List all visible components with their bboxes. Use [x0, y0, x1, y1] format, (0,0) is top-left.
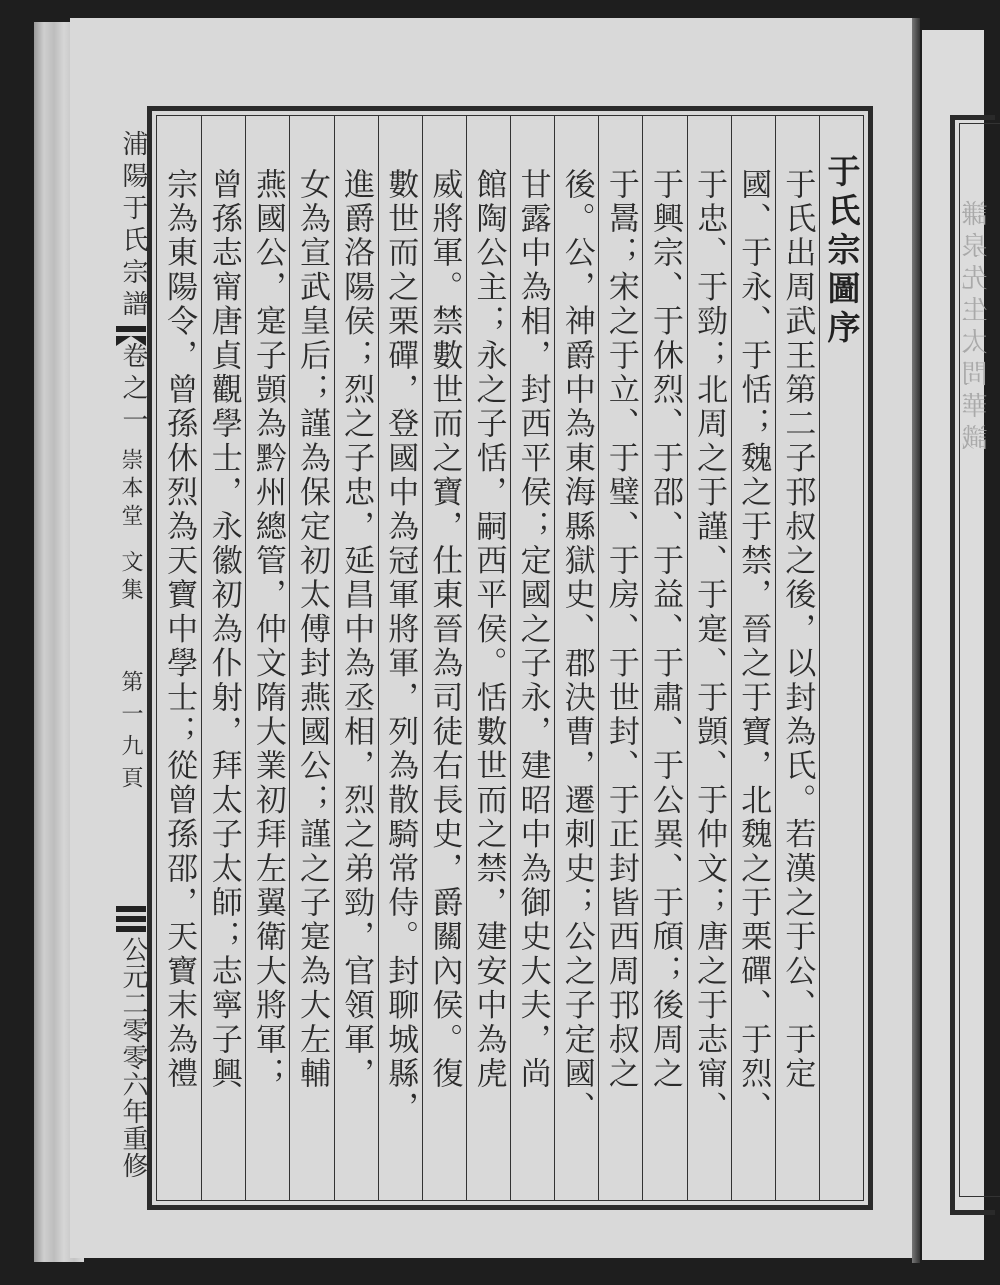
- column-text: 于興宗、于休烈、于邵、于益、于肅、于公異、于頎；後周之: [646, 168, 683, 1092]
- book-spine: [912, 18, 920, 1263]
- column-text: 燕國公，寔子顗為黔州總管，仲文隋大業初拜左翼衛大將軍；: [249, 168, 286, 1092]
- column-text: 宗為東陽令，曾孫休烈為天寶中學士；從曾孫邵，天寶末為禮: [161, 168, 198, 1092]
- text-column: [598, 116, 642, 1200]
- text-column: [378, 116, 422, 1200]
- column-text: 國、于永、于恬；魏之于禁，晉之于寶，北魏之于栗磾、于烈、: [735, 168, 772, 1126]
- article-heading: 于氏宗圖序: [822, 154, 862, 349]
- column-text: 于忠、于勁；北周之于謹、于寔、于顗、于仲文；唐之于志甯、: [691, 168, 728, 1126]
- book-title: 浦陽于氏宗譜: [118, 130, 148, 322]
- margin-bar: [116, 326, 146, 332]
- text-column: [554, 116, 598, 1200]
- column-text: 進爵洛陽侯；烈之子忠，延昌中為丞相，烈之弟勁，官領軍，: [338, 168, 375, 1092]
- column-text: 曾孫志甯唐貞觀學士，永徽初為仆射，拜太子太師；志寧子興: [205, 168, 242, 1092]
- column-text: 數世而之栗磾，登國中為冠軍將軍，列為散騎常侍。封聊城縣，: [382, 168, 419, 1126]
- text-column: [775, 116, 819, 1200]
- volume-label: 卷之一: [118, 342, 148, 438]
- text-column: [642, 116, 686, 1200]
- text-column: [422, 116, 466, 1200]
- heading-column: [819, 116, 863, 1200]
- column-grid: [156, 115, 864, 1201]
- column-text: 館陶公主；永之子恬，嗣西平侯。恬數世而之禁，建安中為虎: [470, 168, 507, 1092]
- text-column: [201, 116, 245, 1200]
- margin-bar: [116, 916, 146, 922]
- column-text: 女為宣武皇后；謹為保定初太傅封燕國公；謹之子寔為大左輔: [293, 168, 330, 1092]
- text-column: [334, 116, 378, 1200]
- text-column: [245, 116, 289, 1200]
- page-number: 第一九頁: [118, 670, 143, 798]
- page-margin-header: [112, 130, 152, 1190]
- column-text: 甘露中為相，封西平侯；定國之子永，建昭中為御史大夫，尚: [514, 168, 551, 1092]
- hall-name: 崇本堂: [118, 448, 143, 532]
- text-column: [466, 116, 510, 1200]
- text-column: [687, 116, 731, 1200]
- text-column: [731, 116, 775, 1200]
- margin-bar: [116, 926, 146, 932]
- text-frame: [147, 106, 873, 1210]
- facing-page-bleed-text: 謙泉先生太問華識: [962, 200, 992, 456]
- text-column: [510, 116, 554, 1200]
- column-text: 于暠；宋之于立、于璧、于房、于世封、于正封皆西周邘叔之: [602, 168, 639, 1092]
- column-text: 威將軍。禁數世而之寶，仕東晉為司徒右長史，爵關內侯。復: [426, 168, 463, 1092]
- section-label: 文集: [118, 550, 143, 606]
- column-text: 于氏出周武王第二子邘叔之後，以封為氏。若漢之于公、于定: [779, 168, 816, 1092]
- edition-note: 公元二零零六年重修: [118, 936, 148, 1179]
- margin-bar: [116, 906, 146, 912]
- text-column: [157, 116, 201, 1200]
- column-text: 後。公，神爵中為東海縣獄史、郡決曹，遷刺史；公之子定國、: [558, 168, 595, 1126]
- text-column: [289, 116, 333, 1200]
